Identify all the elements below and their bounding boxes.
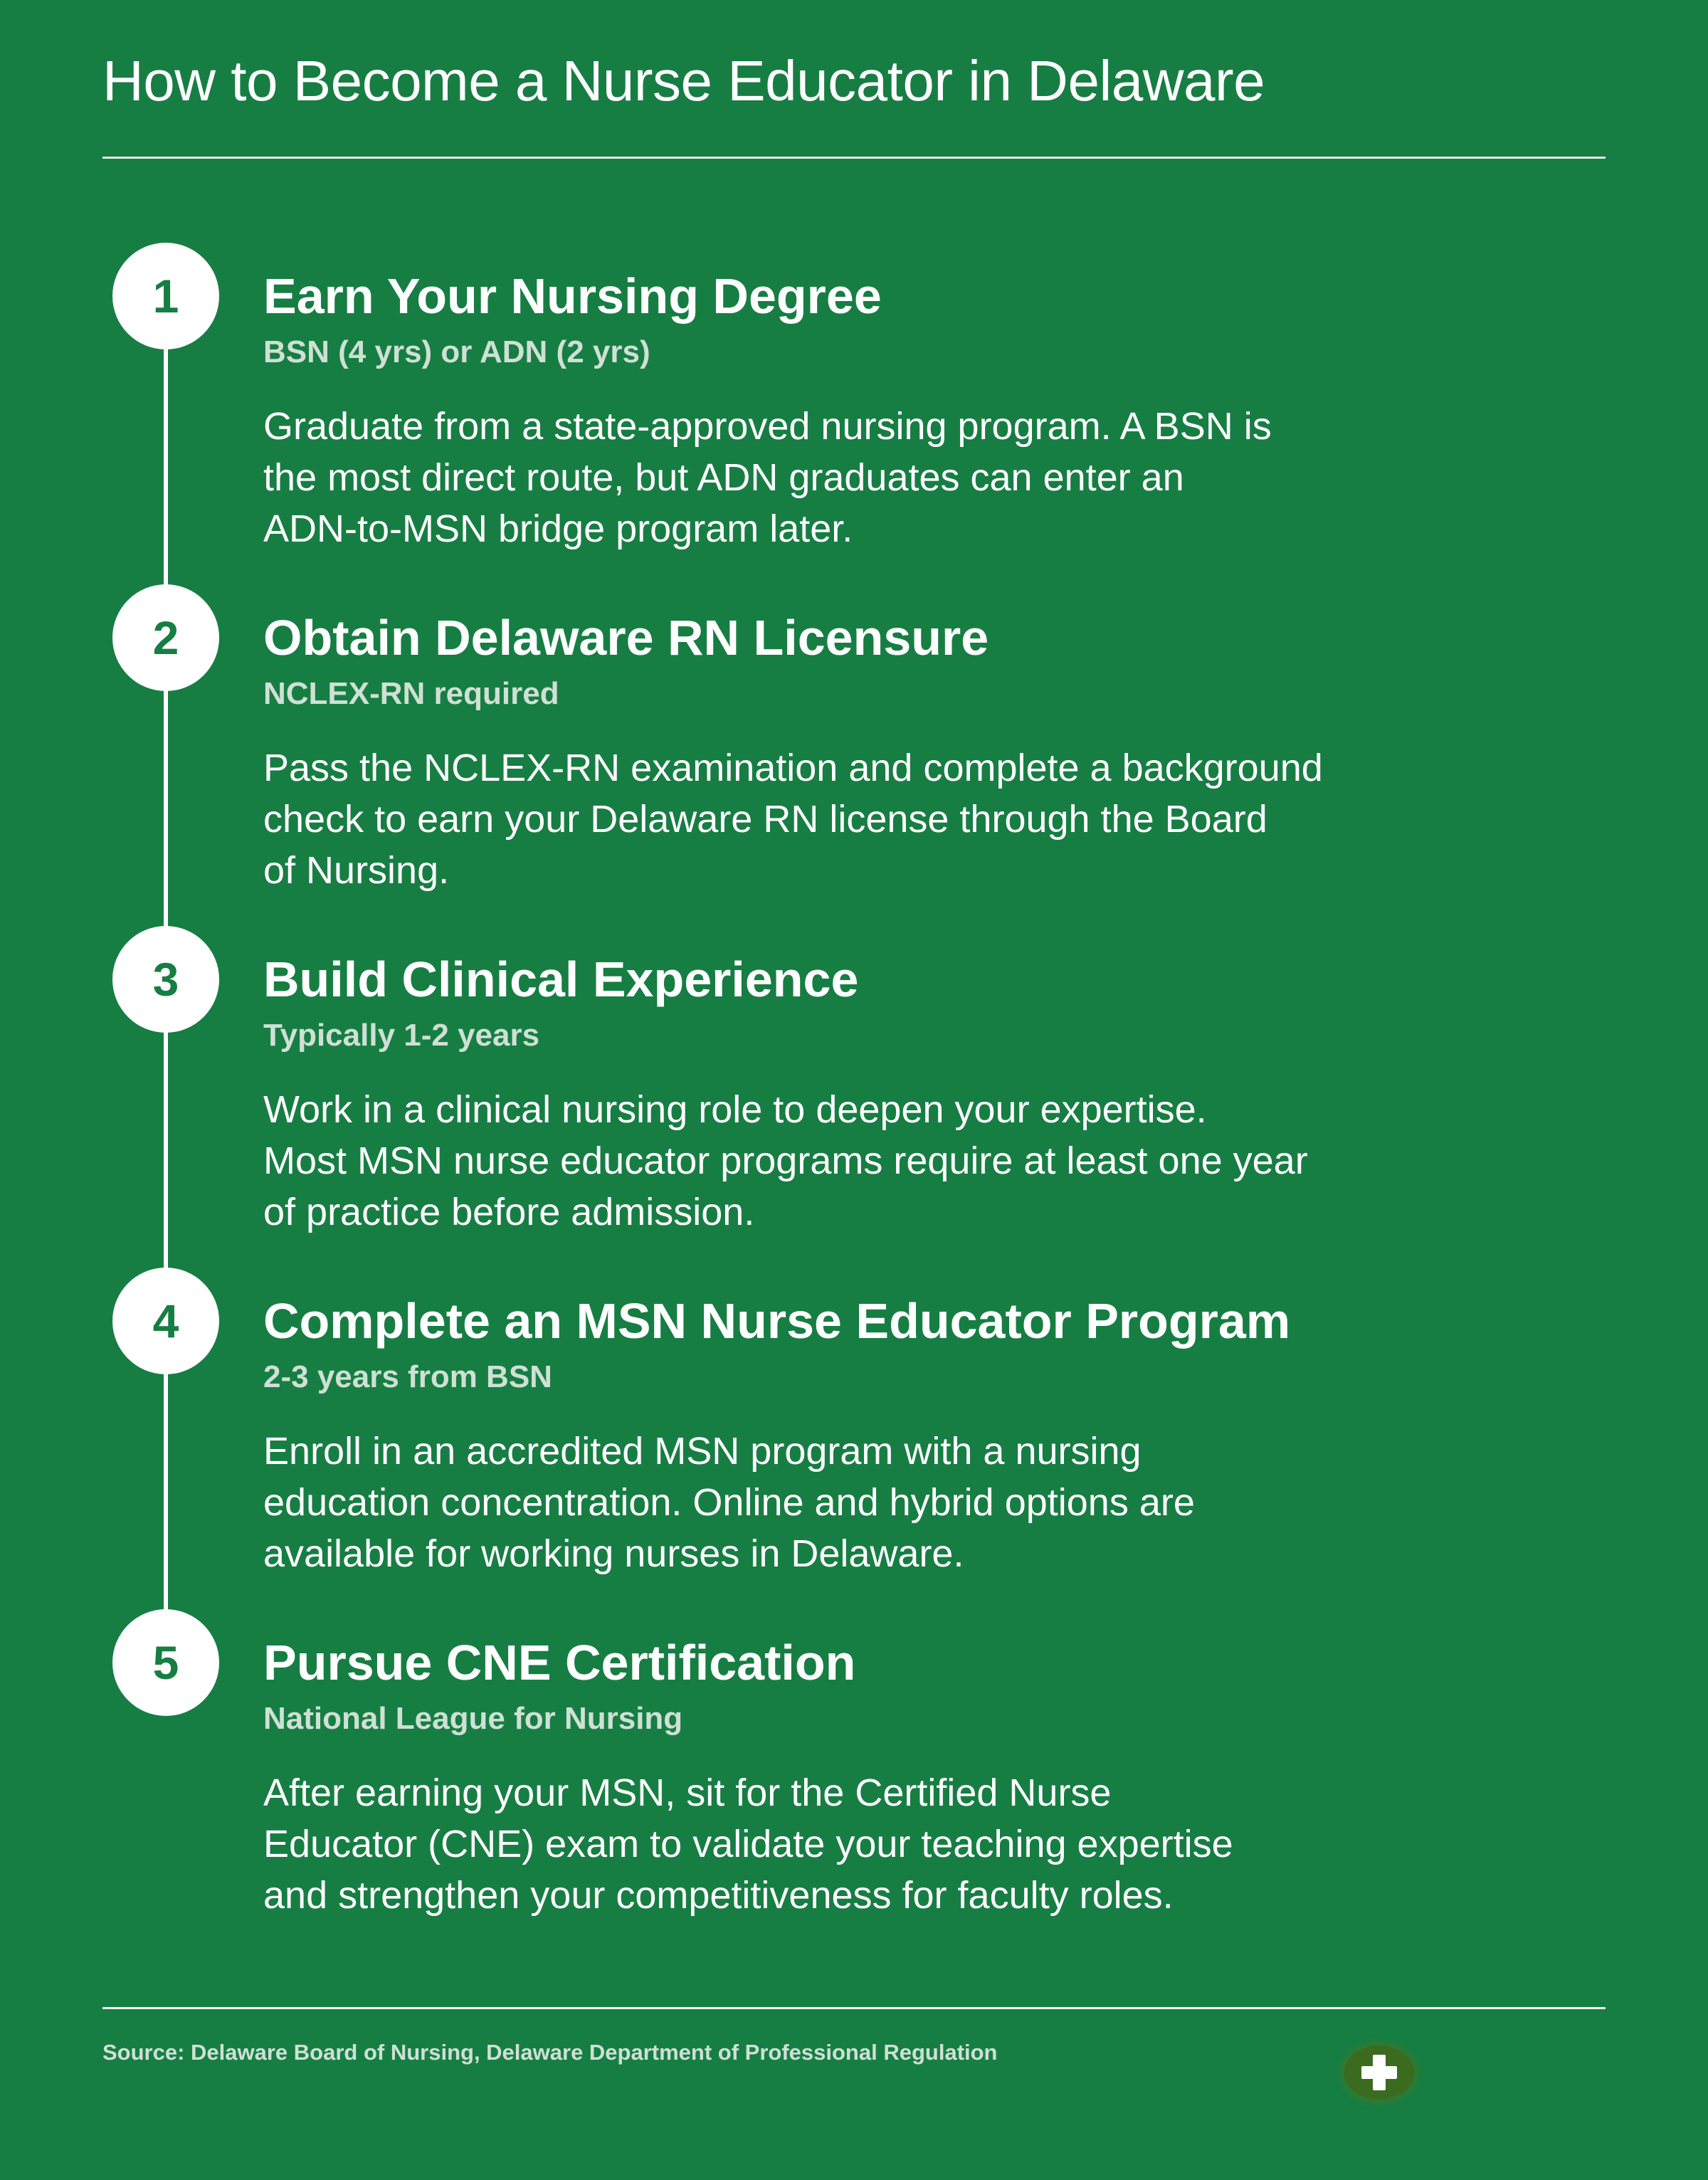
step-description bbox=[263, 1426, 1195, 1579]
step-description-line: of Nursing. bbox=[263, 849, 450, 892]
step-description-line: Work in a clinical nursing role to deepen your expertise. bbox=[263, 1088, 1207, 1131]
step-description-line: After earning your MSN, sit for the Certified Nurse bbox=[263, 1771, 1112, 1814]
step-title: Build Clinical Experience bbox=[263, 952, 859, 1007]
step-description-line: Educator (CNE) exam to validate your teaching expertise bbox=[263, 1823, 1233, 1865]
step-3 bbox=[0, 926, 1708, 1233]
step-description-line: and strengthen your competitiveness for faculty roles. bbox=[263, 1874, 1174, 1917]
step-subtitle: 2-3 years from BSN bbox=[263, 1359, 552, 1394]
step-number-badge: 3 bbox=[112, 926, 219, 1033]
step-title: Complete an MSN Nurse Educator Program bbox=[263, 1293, 1291, 1349]
step-description-line: the most direct route, but ADN graduates can enter an bbox=[263, 456, 1184, 499]
step-number-badge: 4 bbox=[112, 1268, 219, 1374]
step-description-line: of practice before admission. bbox=[263, 1191, 755, 1233]
footer-divider bbox=[102, 2007, 1606, 2009]
step-title: Earn Your Nursing Degree bbox=[263, 268, 882, 324]
step-description-line: check to earn your Delaware RN license through the Board bbox=[263, 798, 1267, 841]
step-description bbox=[263, 401, 1272, 554]
step-1 bbox=[0, 243, 1708, 550]
step-5 bbox=[0, 1609, 1708, 1917]
step-description-line: ADN-to-MSN bridge program later. bbox=[263, 507, 853, 550]
step-description-line: available for working nurses in Delaware. bbox=[263, 1532, 964, 1575]
step-description-line: Enroll in an accredited MSN program with a nursing bbox=[263, 1430, 1142, 1473]
step-description-line: Graduate from a state-approved nursing program. A BSN is bbox=[263, 405, 1272, 448]
step-subtitle: NCLEX-RN required bbox=[263, 676, 559, 711]
step-description bbox=[263, 1767, 1233, 1921]
step-description-line: Most MSN nurse educator programs require at least one year bbox=[263, 1139, 1308, 1182]
page-title: How to Become a Nurse Educator in Delaware bbox=[102, 49, 1265, 112]
step-subtitle: National League for Nursing bbox=[263, 1701, 683, 1736]
step-2 bbox=[0, 584, 1708, 892]
step-description-line: Pass the NCLEX-RN examination and complete a background bbox=[263, 747, 1323, 789]
step-number-badge: 2 bbox=[112, 584, 219, 691]
step-subtitle: BSN (4 yrs) or ADN (2 yrs) bbox=[263, 335, 650, 369]
step-subtitle: Typically 1-2 years bbox=[263, 1018, 540, 1053]
step-description-line: education concentration. Online and hybrid options are bbox=[263, 1481, 1195, 1524]
step-number-badge: 1 bbox=[112, 243, 219, 349]
step-4 bbox=[0, 1268, 1708, 1575]
step-description bbox=[263, 1084, 1308, 1238]
step-description bbox=[263, 742, 1323, 896]
medical-cross-icon bbox=[1344, 2045, 1415, 2100]
source-citation: Source: Delaware Board of Nursing, Delaware Department of Professional Regulation bbox=[102, 2040, 998, 2065]
step-title: Obtain Delaware RN Licensure bbox=[263, 610, 989, 665]
step-title: Pursue CNE Certification bbox=[263, 1635, 856, 1690]
step-number-badge: 5 bbox=[112, 1609, 219, 1716]
header-divider bbox=[102, 157, 1606, 159]
